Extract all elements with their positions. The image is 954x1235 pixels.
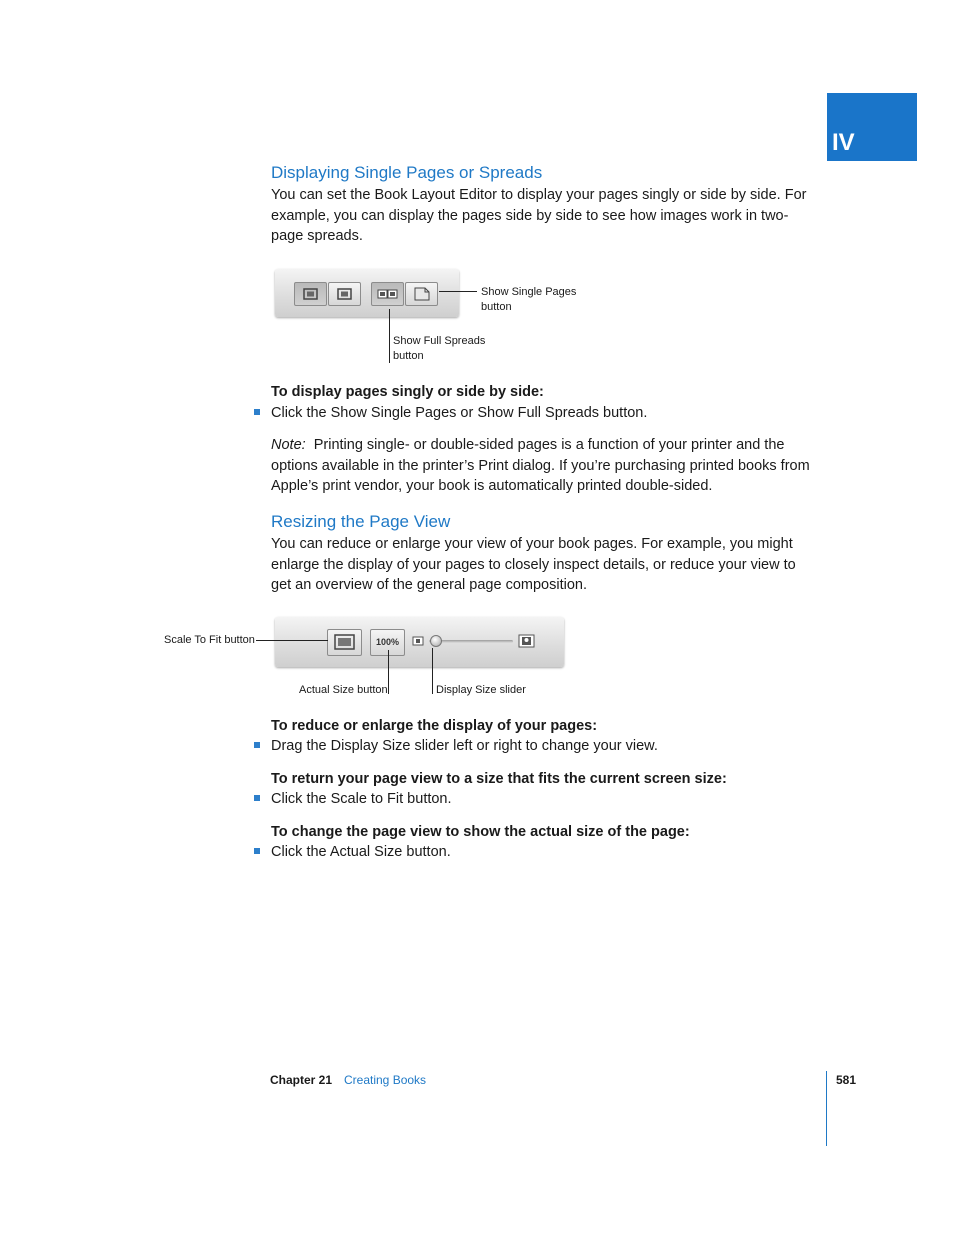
bullet xyxy=(254,795,260,801)
callout-line xyxy=(256,640,328,641)
slider-thumb[interactable] xyxy=(430,635,442,647)
actual-size-button[interactable]: 100% xyxy=(370,629,405,656)
page-mode-toolbar xyxy=(275,269,459,317)
task-heading: To display pages singly or side by side: xyxy=(271,384,544,400)
section-heading-resizing: Resizing the Page View xyxy=(271,512,451,531)
callout-show-single-pages: Show Single Pages button xyxy=(481,286,577,313)
callout-scale-to-fit: Scale To Fit button xyxy=(164,634,255,646)
callout-show-full-spreads: Show Full Spreads button xyxy=(393,335,486,362)
bullet xyxy=(254,742,260,748)
zoom-toolbar xyxy=(275,617,564,667)
large-page-icon xyxy=(518,633,535,649)
callout-line xyxy=(432,648,433,694)
callout-line xyxy=(389,309,390,363)
callout-line xyxy=(439,291,477,292)
show-single-pages-button[interactable] xyxy=(405,282,438,306)
task-step: Click the Actual Size button. xyxy=(271,844,451,860)
task-step: Click the Scale to Fit button. xyxy=(271,791,452,807)
callout-actual-size: Actual Size button xyxy=(299,684,388,696)
task-step: Drag the Display Size slider left or right to change your view. xyxy=(271,738,658,754)
note-label: Note: xyxy=(271,437,306,453)
scale-to-fit-button[interactable] xyxy=(327,629,362,656)
single-page-alt-button[interactable] xyxy=(328,282,361,306)
task-heading: To reduce or enlarge the display of your pages: xyxy=(271,718,598,734)
page-icon xyxy=(329,283,360,305)
page-number: 581 xyxy=(836,1073,857,1087)
small-page-icon xyxy=(412,635,424,647)
bullet xyxy=(254,409,260,415)
callout-line xyxy=(388,650,389,694)
part-tab: IV xyxy=(827,93,917,161)
scale-to-fit-icon xyxy=(328,630,361,655)
note-text: Printing single- or double-sided pages is a function of your printer and the options available in the printer’s Print dialog. If you’re purchasing printed books from Apple’s print vendor, your book is automatically printed double-sided. xyxy=(271,437,810,494)
show-full-spreads-button[interactable] xyxy=(371,282,404,306)
single-page-view-button[interactable] xyxy=(294,282,327,306)
footer-chapter: Chapter 21 xyxy=(270,1073,333,1087)
single-page-icon xyxy=(295,283,326,305)
section-intro-resizing: You can reduce or enlarge your view of your book pages. For example, you might enlarge the display of your pages to closely inspect details, or reduce your view to get an overview of the general page composition. xyxy=(271,536,796,593)
display-size-slider[interactable] xyxy=(429,635,513,649)
footer-divider xyxy=(826,1071,827,1146)
task-step: Click the Show Single Pages or Show Full Spreads button. xyxy=(271,405,648,421)
bullet xyxy=(254,848,260,854)
spread-icon xyxy=(372,283,403,305)
single-sheet-icon xyxy=(406,283,437,305)
section-intro-single-pages: You can set the Book Layout Editor to display your pages singly or side by side. For example, you can display the pages side by side to see how images work in two-page spreads. xyxy=(271,187,807,244)
footer-chapter-title: Creating Books xyxy=(344,1073,427,1087)
task-heading: To return your page view to a size that fits the current screen size: xyxy=(271,771,727,787)
note-paragraph xyxy=(271,435,816,497)
task-heading: To change the page view to show the actual size of the page: xyxy=(271,824,690,840)
section-heading-single-pages: Displaying Single Pages or Spreads xyxy=(271,163,543,182)
callout-display-size-slider: Display Size slider xyxy=(436,684,526,696)
